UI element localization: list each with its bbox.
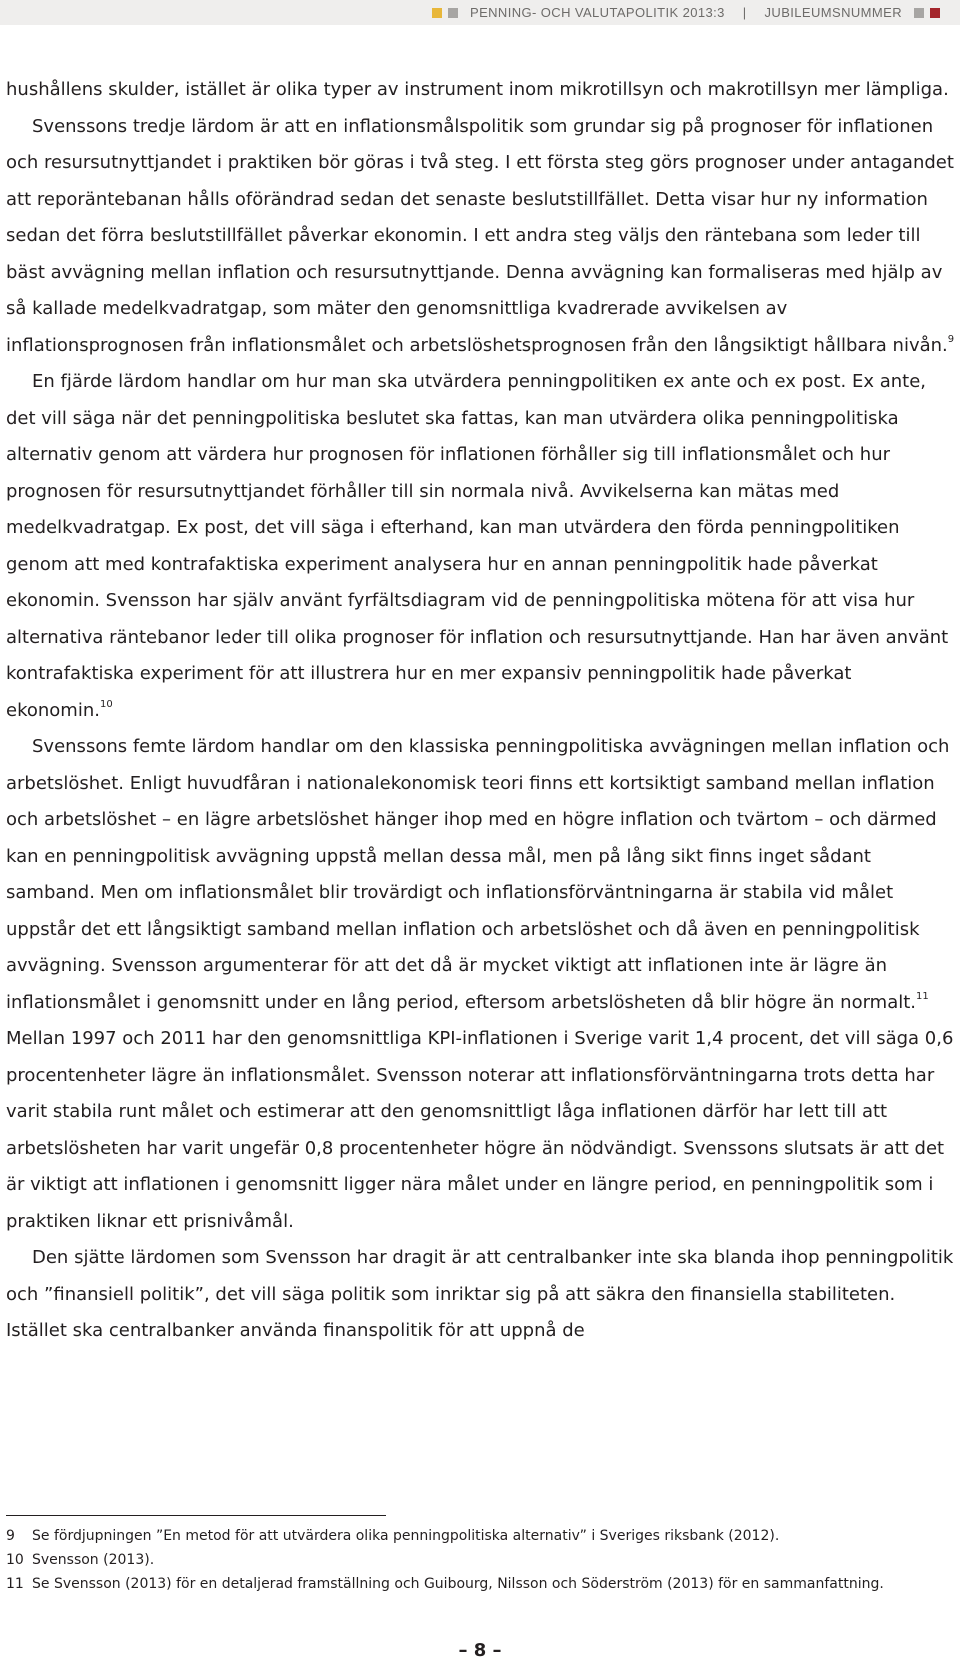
footnote-text: Se fördjupningen ”En metod för att utvärdera olika penningpolitiska alternativ” i Sveriges riksbank (2012). [32,1528,780,1544]
footnote-number: 11 [6,1576,24,1592]
footnote-10 [6,1548,946,1572]
paragraph-2 [6,109,956,365]
paragraph-text: En fjärde lärdom handlar om hur man ska utvärdera penningpolitiken ex ante och ex post. Ex ante, det vill säga när det penningpolitiska beslutet ska fattas, kan man utvärdera olika penningpolitiska alternativ genom att värdera hur prognosen för inflationen förhåller sig till inflationsmålet och hur prognosen för resursutnyttjandet förhåller till sin normala nivå. Avvikelserna kan mätas med medelkvadratgap. Ex post, det vill säga i efterhand, kan man utvärdera den förda penningpolitiken genom att med kontrafaktiska experiment analysera hur en annan penningpolitik hade påverkat ekonomin. Svensson har själv använt fyrfältsdiagram vid de penningpolitiska mötena för att visa hur alternativa räntebanor leder till olika prognoser för inflation och resursutnyttjande. Han har även använt kontrafaktiska experiment för att illustrera hur en mer expansiv penningpolitik hade påverkat ekonomin. [6,371,949,721]
paragraph-4 [6,729,956,1240]
yellow-square-icon [432,8,442,18]
gray-square-icon [914,8,924,18]
running-header [0,0,960,25]
footnote-ref[interactable]: 10 [99,698,113,710]
paragraph-text: Svenssons femte lärdom handlar om den klassiska penningpolitiska avvägningen mellan inflation och arbetslöshet. Enligt huvudfåran i nationalekonomisk teori finns ett kortsiktigt samband mellan inflation och arbetslöshet – en lägre arbetslöshet hänger ihop med en högre inflation och tvärtom – och därmed kan en penningpolitisk avvägning uppstå mellan dessa mål, men på lång sikt finns inget sådant samband. Men om inflationsmålet blir trovärdigt och inflationsförväntningarna är stabila vid målet uppstår det ett långsiktigt samband mellan inflation och arbetslöshet och då även en penningpolitisk avvägning. Svensson argumenterar för att det då är mycket viktigt att inflationen inte är lägre än inflationsmålet i genomsnitt under en lång period, eftersom arbetslösheten då blir högre än normalt. [6,736,950,1013]
footnote-9 [6,1524,946,1548]
footnote-ref[interactable]: 11 [916,990,929,1002]
paragraph-text: hushållens skulder, istället är olika typer av instrument inom mikrotillsyn och makrotillsyn mer lämpliga. [6,79,949,100]
body-text [6,72,956,1350]
paragraph-5 [6,1240,956,1350]
paragraph-text-continued: Mellan 1997 och 2011 har den genomsnittliga KPI-inflationen i Sverige varit 1,4 procent, det vill säga 0,6 procentenheter lägre än inflationsmålet. Svensson noterar att inflationsförväntningarna trots detta har varit stabila runt målet och estimerar att den genomsnittligt låga inflationen därför har lett till att arbetslösheten har varit ungefär 0,8 procentenheter högre än nödvändigt. Svenssons slutsats är att det är viktigt att inflationen i genomsnitt ligger nära målet under en längre period, en penningpolitik som i praktiken liknar ett prisnivåmål. [6,1028,954,1232]
header-inner [432,0,940,25]
paragraph-text: Den sjätte lärdomen som Svensson har dragit är att centralbanker inte ska blanda ihop penningpolitik och ”finansiell politik”, det vill säga politik som inriktar sig på att säkra den finansiella stabiliteten. Istället ska centralbanker använda finanspolitik för att uppnå de [6,1247,954,1341]
page-number: – 8 – [458,1640,502,1661]
red-square-icon [930,8,940,18]
footnote-number: 9 [6,1528,15,1544]
paragraph-text: Svenssons tredje lärdom är att en inflationsmålspolitik som grundar sig på prognoser för inflationen och resursutnyttjandet i praktiken bör göras i två steg. I ett första steg görs prognoser under antagandet att reporäntebanan hålls oförändrad sedan det senaste beslutstillfället. Detta visar hur ny information sedan det förra beslutstillfället påverkar ekonomin. I ett andra steg väljs den räntebana som leder till bäst avvägning mellan inflation och resursutnyttjande. Denna avvägning kan formaliseras med hjälp av så kallade medelkvadratgap, som mäter den genomsnittliga kvadrerade avvikelsen av inflationsprognosen från inflationsmålet och arbetslöshetsprognosen från den långsiktigt hållbara nivån. [6,115,954,356]
footnote-ref[interactable]: 9 [947,333,955,345]
paragraph-3 [6,364,956,729]
footnote-11 [6,1572,946,1596]
footnote-text: Se Svensson (2013) för en detaljerad framställning och Guibourg, Nilsson och Söderström (2013) för en sammanfattning. [32,1576,884,1592]
footnotes [6,1524,946,1596]
paragraph-1 [6,72,956,109]
footnote-text: Svensson (2013). [32,1552,155,1568]
header-separator: | [742,5,747,20]
footnote-divider [6,1515,386,1516]
gray-square-icon [448,8,458,18]
header-issue: JUBILEUMSNUMMER [764,5,902,20]
header-title: PENNING- OCH VALUTAPOLITIK 2013:3 [470,5,725,20]
footnote-number: 10 [6,1552,24,1568]
